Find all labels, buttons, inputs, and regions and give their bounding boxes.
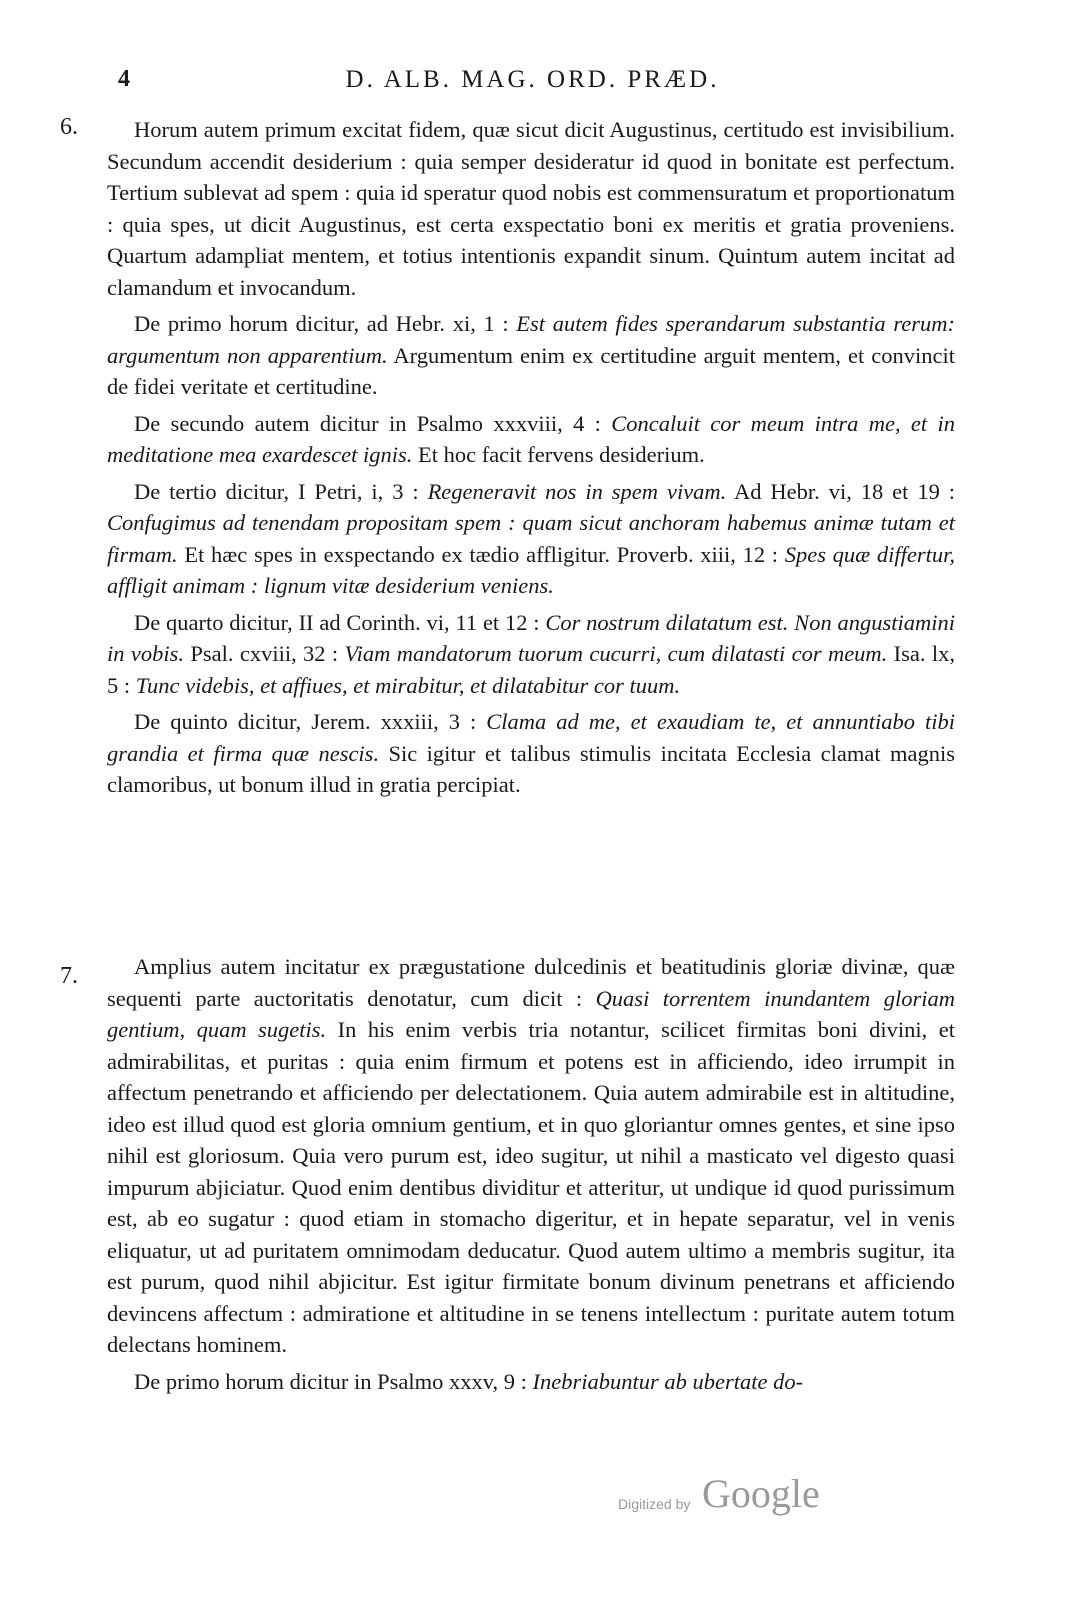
paragraph: Horum autem primum excitat fidem, quæ sicut dicit Augustinus, certitudo est invisibilium. Secundum accendit desiderium : quia semper desideratur id quod in bonitate est perfectum. Tertium sublevat ad spem : quia id speratur quod nobis est commensuratum et proportionatum : quia spes, ut dicit Augustinus, est certa exspectatio boni ex meritis et gratia proveniens. Quartum adampliat mentem, et totius intentionis expandit sinum. Quintum autem incitat ad clamandum et invocandum. — [107, 117, 955, 300]
watermark-small-text: Digitized by — [618, 1496, 691, 1512]
paragraph: Amplius autem incitatur ex prægustatione dulcedinis et beatitudinis gloriæ divinæ, quæ sequenti parte auctoritatis denotatur, cum dicit : Quasi torrentem inundantem gloriam gentium, quam sugetis. In his enim verbis tria notantur, scilicet firmitas boni divini, et admirabilitas, et puritas : quia enim firmum et potens est in afficiendo, ideo irrumpit in affectum penetrando et afficiendo per delectationem. Quia autem admirabile est in altitudine, ideo est illud quod est gloria omnium gentium, et in quo gloriantur omnes gentes, et sine ipso nihil est gloriosum. Quia vero purum est, ideo sugitur, ut nihil a masticato vel digesto quasi impurum abjiciatur. Quod enim dentibus dividitur et atteritur, ut undique id quod purissimum est, ab eo sugatur : quod etiam in stomacho digeritur, et in hepate separatur, vel in venis eliquatur, ut ad puritatem omnimodam deducatur. Quod autem ultimo a membris sugitur, ita est purum, quod nihil abjicitur. Est igitur firmitate bonum divinum penetrans et afficiendo devincens affectum : admiratione et altitudine in se tenens intellectum : puritate autem totum delectans hominem. — [107, 954, 955, 1357]
paragraph: De tertio dicitur, I Petri, i, 3 : Regeneravit nos in spem vivam. Ad Hebr. vi, 18 et 19 : Confugimus ad tenendam propositam spem : quam sicut anchoram habemus animæ tutam et firmam. Et hæc spes in exspectando ex tædio affligitur. Proverb. xiii, 12 : Spes quæ differtur, affligit animam : lignum vitæ desiderium veniens. — [107, 478, 956, 598]
google-logo: Google — [702, 1471, 820, 1516]
paragraph: De secundo autem dicitur in Psalmo xxxviii, 4 : Concaluit cor meum intra me, et in meditatione mea exardescet ignis. Et hoc facit fervens desiderium. — [107, 410, 955, 467]
section-6-text — [107, 114, 955, 801]
page-header — [0, 62, 1065, 102]
paragraph: De quinto dicitur, Jerem. xxxiii, 3 : Clama ad me, et exaudiam te, et annuntiabo tibi grandia et firma quæ nescis. Sic igitur et talibus stimulis incitata Ecclesia clamat magnis clamoribus, ut bonum illud in gratia percipiat. — [107, 709, 956, 797]
section-number-7: 7. — [60, 963, 78, 989]
running-title: D. ALB. MAG. ORD. PRÆD. — [345, 66, 720, 93]
paragraph: De primo horum dicitur in Psalmo xxxv, 9 : Inebriabuntur ab ubertate do- — [134, 1368, 804, 1394]
section-7-text — [107, 951, 955, 1397]
google-watermark — [618, 1470, 858, 1520]
section-number-6: 6. — [60, 114, 78, 140]
page-number: 4 — [118, 66, 130, 92]
paragraph: De quarto dicitur, II ad Corinth. vi, 11 et 12 : Cor nostrum dilatatum est. Non angustiamini in vobis. Psal. cxviii, 32 : Viam mandatorum tuorum cucurri, cum dilatasti cor meum. Isa. lx, 5 : Tunc videbis, et affiues, et mirabitur, et dilatabitur cor tuum. — [107, 609, 956, 698]
paragraph: De primo horum dicitur, ad Hebr. xi, 1 : Est autem fides sperandarum substantia rerum: argumentum non apparentium. Argumentum enim ex certitudine arguit mentem, et convincit de fidei veritate et certitudine. — [107, 311, 955, 399]
